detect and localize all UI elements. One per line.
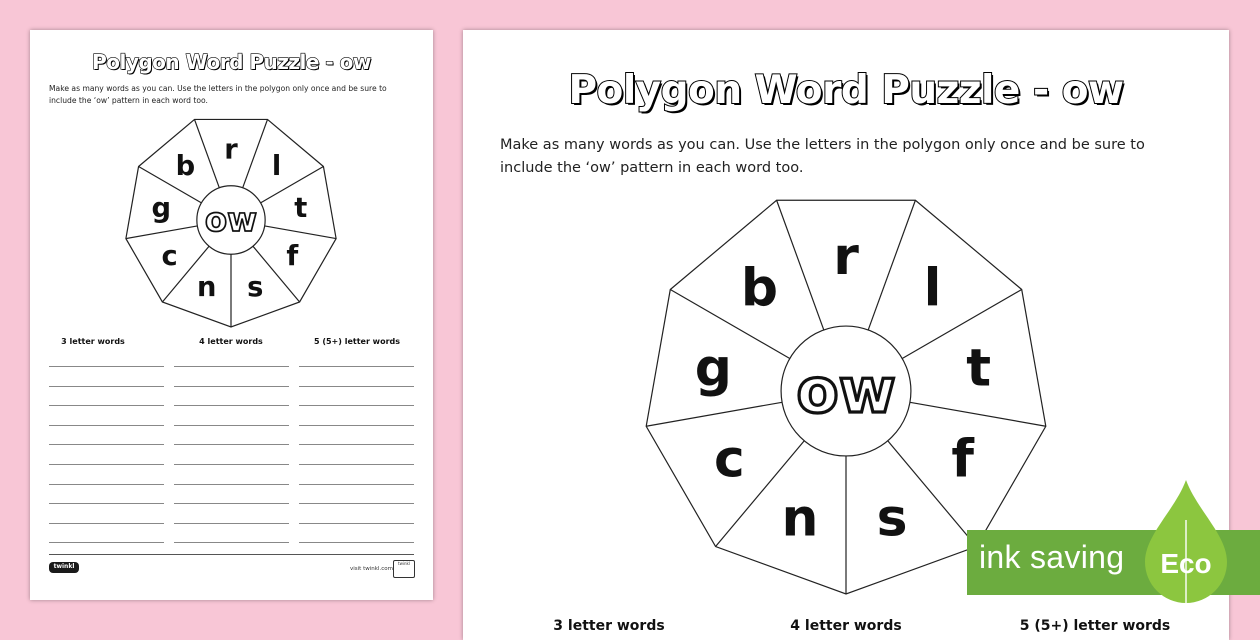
- answer-line[interactable]: [299, 542, 414, 543]
- eco-leaf-icon: [1145, 480, 1227, 620]
- answer-line[interactable]: [174, 464, 289, 465]
- answer-line[interactable]: [174, 523, 289, 524]
- footer-url: visit twinkl.com: [350, 566, 393, 572]
- polygon-letter: s: [876, 488, 908, 549]
- answer-line[interactable]: [299, 523, 414, 524]
- polygon-letter: b: [175, 150, 196, 182]
- polygon-letter: g: [694, 338, 732, 399]
- polygon-letter: c: [161, 240, 178, 272]
- answer-line[interactable]: [49, 464, 164, 465]
- answer-line[interactable]: [49, 386, 164, 387]
- twinkl-badge: twinkl: [393, 560, 415, 578]
- polygon-letter: l: [923, 258, 942, 319]
- worksheet-title: Polygon Word Puzzle - ow: [568, 68, 1124, 113]
- answer-line[interactable]: [299, 503, 414, 504]
- center-pattern: ow: [796, 355, 896, 428]
- answer-line[interactable]: [49, 503, 164, 504]
- answer-line[interactable]: [174, 366, 289, 367]
- answer-line[interactable]: [49, 542, 164, 543]
- twinkl-logo: twinkl: [49, 562, 79, 573]
- answer-line[interactable]: [49, 405, 164, 406]
- answer-line[interactable]: [299, 405, 414, 406]
- polygon-letter: l: [271, 150, 282, 182]
- answer-line[interactable]: [299, 366, 414, 367]
- answer-line[interactable]: [299, 484, 414, 485]
- column-header-4-letter: 4 letter words: [790, 618, 902, 634]
- answer-line[interactable]: [49, 366, 164, 367]
- worksheet-preview-small: [30, 30, 433, 600]
- polygon-letter: g: [151, 193, 171, 225]
- letter-polygon: [120, 113, 342, 327]
- eco-badge-text: Eco: [1160, 548, 1212, 579]
- answer-line[interactable]: [174, 386, 289, 387]
- worksheet-instructions: Make as many words as you can. Use the letters in the polygon only once and be sure to include the ‘ow’ pattern in each word too.: [49, 84, 387, 105]
- answer-line[interactable]: [299, 425, 414, 426]
- answer-line[interactable]: [49, 444, 164, 445]
- polygon-letter: t: [966, 338, 992, 399]
- polygon-letter: f: [286, 240, 299, 272]
- polygon-letter: r: [833, 227, 859, 288]
- answer-line[interactable]: [174, 405, 289, 406]
- polygon-letter: n: [197, 272, 217, 304]
- polygon-letter: t: [294, 193, 308, 225]
- footer-divider: [49, 554, 414, 555]
- answer-line[interactable]: [174, 484, 289, 485]
- column-header-4-letter: 4 letter words: [199, 337, 263, 346]
- polygon-letter: f: [951, 429, 974, 490]
- polygon-letter: b: [740, 258, 778, 319]
- answer-line[interactable]: [174, 444, 289, 445]
- center-pattern: ow: [204, 201, 258, 240]
- answer-line[interactable]: [49, 425, 164, 426]
- worksheet-title: Polygon Word Puzzle - ow: [92, 50, 371, 74]
- answer-line[interactable]: [299, 444, 414, 445]
- column-header-3-letter: 3 letter words: [61, 337, 125, 346]
- column-header-3-letter: 3 letter words: [553, 618, 665, 634]
- polygon-letter: n: [781, 488, 819, 549]
- answer-line[interactable]: [299, 464, 414, 465]
- polygon-letter: s: [247, 272, 264, 304]
- answer-line[interactable]: [49, 523, 164, 524]
- answer-line[interactable]: [174, 542, 289, 543]
- column-header-5-letter: 5 (5+) letter words: [1019, 618, 1171, 634]
- worksheet-instructions: Make as many words as you can. Use the letters in the polygon only once and be sure to include the ‘ow’ pattern in each word too.: [500, 137, 1145, 176]
- answer-line[interactable]: [174, 503, 289, 504]
- answer-line[interactable]: [174, 425, 289, 426]
- column-header-5-letter: 5 (5+) letter words: [313, 337, 400, 346]
- answer-line[interactable]: [299, 386, 414, 387]
- ink-saving-label: ink saving: [979, 539, 1125, 575]
- answer-line[interactable]: [49, 484, 164, 485]
- polygon-letter: r: [224, 134, 238, 166]
- polygon-letter: c: [713, 429, 745, 490]
